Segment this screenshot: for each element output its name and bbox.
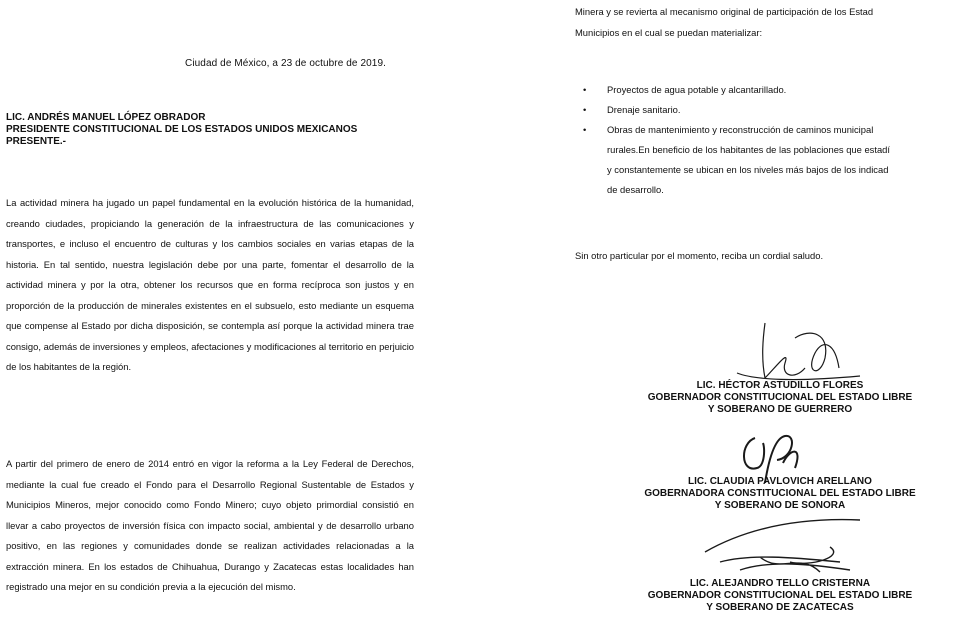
signatory-title: GOBERNADOR CONSTITUCIONAL DEL ESTADO LIBRE <box>647 392 913 403</box>
body-paragraph-2: A partir del primero de enero de 2014 entró en vigor la reforma a la Ley Federal de Derechos, mediante la cual fue creado el Fondo para el Desarrollo Regional Sustentable de Estados y Municipios Mineros, mejor conocido como Fondo Minero; cuyo objeto primordial consistió en llevar a cabo proyectos de inversión física con impacto social, ambiental y de desarrollo urbano positivo, en las regiones y comunidades donde se realizan actividades relacionadas a la extracción minera. En los estados de Chihuahua, Durango y Zacatecas estas localidades han registrado una mejor en su condición previa a la ejecución del mismo. <box>6 458 414 592</box>
signature-tello <box>700 512 870 582</box>
signatory-name: LIC. ALEJANDRO TELLO CRISTERNA <box>689 578 871 589</box>
list-item <box>583 120 960 200</box>
closing-salutation: Sin otro particular por el momento, reciba un cordial saludo. <box>575 250 824 261</box>
signatory-title: Y SOBERANO DE SONORA <box>714 500 846 511</box>
letter-date: Ciudad de México, a 23 de octubre de 2019. <box>185 58 387 69</box>
bullet-icon: • <box>583 124 587 135</box>
list-item <box>583 80 960 100</box>
continuation-line-2: Municipios en el cual se puedan materializar: <box>575 26 763 38</box>
continuation-line-1: Minera y se revierta al mecanismo original de participación de los Estad <box>575 6 874 17</box>
signatory-title: Y SOBERANO DE GUERRERO <box>707 404 853 415</box>
list-item-text: Obras de mantenimiento y reconstrucción de caminos municipal rurales.En beneficio de los habitantes de las poblaciones que estadí y constantemente se ubican en los niveles más bajos de los indicad de desarrollo. <box>607 124 891 195</box>
recipient-name: LIC. ANDRÉS MANUEL LÓPEZ OBRADOR <box>6 112 206 123</box>
recipient-present: PRESENTE.- <box>6 136 67 147</box>
signatory-title: GOBERNADOR CONSTITUCIONAL DEL ESTADO LIBRE <box>647 590 913 601</box>
list-item-text: Drenaje sanitario. <box>607 104 681 115</box>
list-item <box>583 100 960 120</box>
signatory-name: LIC. CLAUDIA PAVLOVICH ARELLANO <box>688 476 872 487</box>
project-list <box>583 80 960 200</box>
signatory-title: GOBERNADORA CONSTITUCIONAL DEL ESTADO LIBRE <box>644 488 916 499</box>
signatory-name: LIC. HÉCTOR ASTUDILLO FLORES <box>696 380 864 391</box>
signatory-block <box>600 380 960 416</box>
bullet-icon: • <box>583 84 587 95</box>
bullet-icon: • <box>583 104 587 115</box>
list-item-text: Proyectos de agua potable y alcantarillado. <box>607 84 787 95</box>
signatory-title: Y SOBERANO DE ZACATECAS <box>706 602 854 613</box>
signatory-block <box>600 476 960 512</box>
signatory-block <box>600 578 960 614</box>
recipient-title: PRESIDENTE CONSTITUCIONAL DE LOS ESTADOS UNIDOS MEXICANOS <box>6 124 358 135</box>
continuation-text <box>575 2 960 43</box>
recipient-block <box>6 112 357 148</box>
body-paragraph-1: La actividad minera ha jugado un papel fundamental en la evolución histórica de la humanidad, creando ciudades, propiciando la generación de la infraestructura de las comunicaciones y transportes, e incluso el encuentro de culturas y los cambios sociales en varias etapas de la historia. En tal sentido, nuestra legislación debe por una parte, fomentar el desarrollo de la actividad minera y por la otra, obtener los recursos que en forma recíproca son justos y en proporción de la producción de minerales existentes en el subsuelo, esto mediante un esquema que compense al Estado por dicha disposición, se contempla así porque la actividad minera trae consigo, además de inversiones y empleos, afectaciones y modificaciones al territorio en perjuicio de los habitantes de la región. <box>6 197 414 372</box>
